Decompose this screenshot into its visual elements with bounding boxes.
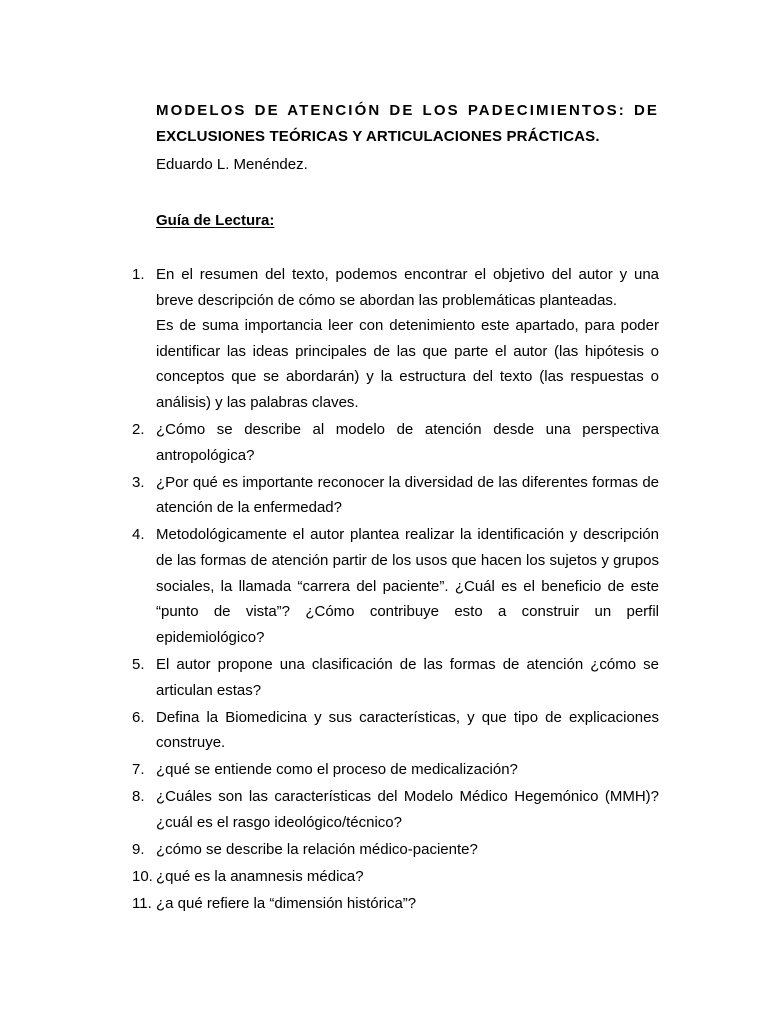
question-text: ¿qué se entiende como el proceso de medicalización? — [156, 761, 518, 779]
question-number: 9. — [132, 841, 145, 859]
question-text: ¿cómo se describe la relación médico-paciente? — [156, 841, 478, 859]
guide-heading: Guía de Lectura: — [156, 212, 275, 229]
document-title-line-2: EXCLUSIONES TEÓRICAS Y ARTICULACIONES PRÁCTICAS. — [156, 128, 600, 145]
list-item — [0, 837, 659, 863]
question-list — [0, 262, 768, 918]
question-text: Metodológicamente el autor plantea realizar la identificación y descripción de las formas de atención partir de los usos que hacen los sujetos y grupos sociales, la llamada “carrera del paciente”. ¿Cuál es el beneficio de este “punto de vista”? ¿Cómo contribuye esto a construir un perfil epidemiológico? — [156, 526, 659, 646]
question-number: 8. — [132, 788, 145, 806]
document-title-line-1: MODELOS DE ATENCIÓN DE LOS PADECIMIENTOS: DE — [156, 102, 659, 119]
list-item — [0, 522, 659, 650]
question-text: ¿Cómo se describe al modelo de atención desde una perspectiva antropológica? — [156, 421, 659, 464]
question-text: Defina la Biomedicina y sus características, y que tipo de explicaciones construye. — [156, 708, 659, 752]
list-item — [0, 652, 659, 703]
author-name: Eduardo L. Menéndez. — [156, 156, 308, 173]
question-text: En el resumen del texto, podemos encontrar el objetivo del autor y una breve descripción de cómo se abordan las problemáticas planteadas. — [156, 266, 659, 309]
list-item — [0, 891, 659, 917]
question-number: 7. — [132, 761, 145, 779]
question-number: 4. — [132, 526, 145, 544]
question-number: 2. — [132, 421, 145, 439]
list-item — [0, 705, 659, 756]
list-item — [0, 784, 659, 835]
question-number: 11. — [132, 895, 152, 913]
question-number: 5. — [132, 655, 145, 673]
list-item — [0, 470, 659, 521]
question-text: ¿a qué refiere la “dimensión histórica”? — [156, 895, 417, 913]
list-item — [0, 864, 659, 890]
question-text: El autor propone una clasificación de las formas de atención ¿cómo se articulan estas? — [156, 655, 659, 699]
list-item — [0, 757, 659, 783]
question-text: ¿Cuáles son las características del Modelo Médico Hegemónico (MMH)? ¿cuál es el rasgo ideológico/técnico? — [156, 788, 659, 831]
question-number: 10. — [132, 868, 153, 886]
question-text: ¿Por qué es importante reconocer la diversidad de las diferentes formas de atención de la enfermedad? — [156, 473, 659, 517]
question-number: 3. — [132, 473, 145, 491]
question-number: 6. — [132, 708, 145, 726]
question-number: 1. — [132, 266, 145, 283]
question-text-continuation: Es de suma importancia leer con detenimiento este apartado, para poder identificar las ideas principales de las que parte el autor (las hipótesis o conceptos que se abordarán) y la estructura del texto (las respuestas o análisis) y las palabras claves. — [156, 317, 659, 411]
question-text: ¿qué es la anamnesis médica? — [156, 868, 364, 886]
list-item — [0, 417, 659, 468]
list-item — [0, 262, 659, 416]
